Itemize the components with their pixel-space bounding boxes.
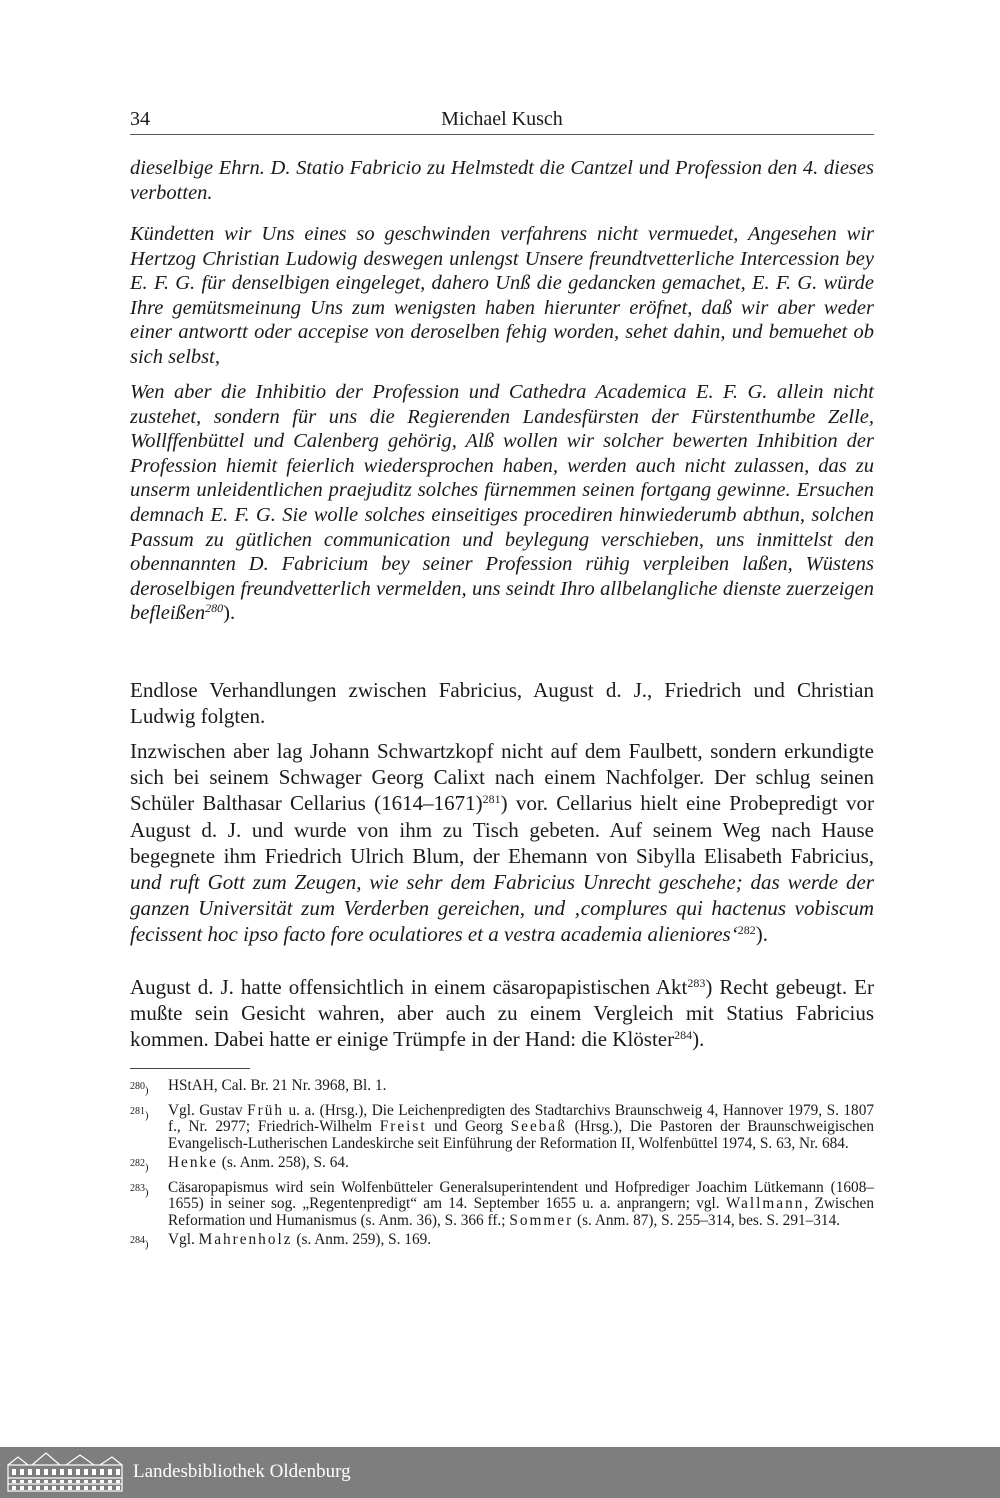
footnote-284 [130,1232,874,1254]
footnote-ref-284[interactable]: 284 [674,1028,693,1043]
page-header [130,104,874,135]
footnote-number: $^{282}$) [130,1158,149,1174]
page-number: 34 [130,108,150,130]
footnote-283 [130,1180,874,1229]
library-footer-bar [0,1447,1000,1498]
footnote-280 [130,1078,874,1100]
footnote-281 [130,1103,874,1152]
footnote-text: Vgl. Mahrenholz (s. Anm. 259), S. 169. [168,1231,432,1249]
footnote-number: $^{280}$) [130,1081,149,1097]
body-paragraph-2-text-b: ) vor. Cellarius hielt eine Probepredigt vor August d. J. und wurde von ihm zu Tisch gebeten. Auf seinem Weg nach Hause begegnete ihm Friedrich Ulrich Blum, der Ehemann von Sibylla Elisabeth Fabricius, [130,791,874,868]
footnote-text: Vgl. Gustav Früh u. a. (Hrsg.), Die Leichenpredigten des Stadtarchivs Braunschweig 4, Hannover 1979, S. 1807 f., Nr. 2977; Friedrich-Wilhelm Freist und Georg Seebaß (Hrsg.), Die Pastoren der Braunschweigischen Evangelisch-Lutherischen Landeskirche seit Einführung der Reformation II, Wolfenbüttel 1974, S. 63, Nr. 684. [168,1101,875,1152]
footnote-text: HStAH, Cal. Br. 21 Nr. 3968, Bl. 1. [168,1077,387,1094]
body-paragraph-2-italic: und ruft Gott zum Zeugen, wie sehr dem Fabricius Unrecht geschehe; das werde der ganzen Universität zum Verderben gereichen, und ‚complures qui hactenus vobiscum fecissent hoc ipso facto fore oculatiores et a vestra academia alieniores‘ [130,870,874,947]
footnote-text: Henke (s. Anm. 258), S. 64. [168,1154,349,1172]
body-paragraph-1: Endlose Verhandlungen zwischen Fabricius, August d. J., Friedrich und Christian Ludwig folgten. [130,678,874,729]
body-paragraph-3 [130,974,874,1053]
body-paragraph-2-text-c: ). [755,922,768,947]
footnote-number: $^{281}$) [130,1105,149,1122]
body-paragraph-3-text-b: ) Recht gebeugt. Er mußte sein Gesicht wahren, aber auch zu einem Vergleich mit Statius Fabricius kommen. Dabei hatte er einige Trümpfe in der Hand: die Klöster [130,975,874,1052]
body-paragraph-3-text-a: August d. J. hatte offensichtlich in einem cäsaropapistischen Akt [130,975,688,999]
footnote-number: $^{284}$) [130,1235,149,1251]
body-paragraph-2-text-a: Inzwischen aber lag Johann Schwartzkopf nicht auf dem Faulbett, sondern erkundigte sich bei seinem Schwager Georg Calixt nach einem Nachfolger. Der schlug seinen Schüler Balthasar Cellarius (1614–1671) [130,739,874,816]
footnote-ref-283[interactable]: 283 [687,976,706,990]
body-paragraph-2 [130,738,874,948]
footnote-number: $^{283}$) [130,1183,149,1199]
library-name[interactable]: Landesbibliothek Oldenburg [133,1461,351,1482]
quote-paragraph-3-text: Wen aber die Inhibitio der Profession und Cathedra Academica E. F. G. allein nicht zustehet, sondern für uns die Regierenden Landesfürsten der Fürstenthumbe Zelle, Wollffenbüttel und Calenberg gehörig, Alß wollen wir solcher bewerten Inhibition der Profession hiemit feierlich wiedersprochen haben, werden auch nicht zulassen, das zu unserm unleidentlichen praejuditz solches fürnemmen seinen fortgang gewinne. Ersuchen demnach E. F. G. Sie wolle solches einseitiges procediren hinwiederumb abthun, solchen Passum zu gütlichen communication und beylegung verschieben, uns inmittelst den obennannten D. Fabricium bey seiner Profession rühig verpleiben laßen, Wüstens deroselbigen freundvetterlich vermelden, uns seindt Ihro allbelangliche dienste zuerzeigen befleißen [130,381,874,625]
footnote-ref-280[interactable]: 280 [205,601,224,616]
footnote-text: Cäsaropapismus wird sein Wolfenbütteler Generalsuperintendent und Hofprediger Joachim Lütkemann (1608–1655) in seiner sog. „Regentenpredigt“ am 14. September 1655 u. a. anprangern; vgl. Wallmann, Zwischen Reformation und Humanismus (s. Anm. 36), S. 366 ff.; Sommer (s. Anm. 87), S. 255–314, bes. S. 291–314. [168,1179,874,1229]
quote-paragraph-2: Kündetten wir Uns eines so geschwinden verfahrens nicht vermuedet, Angesehen wir Hertzog Christian Ludowig deswegen unlengst Unsere freundtvetterliche Intercession bey E. F. G. für denselbigen eingeleget, dahero Unß die gedancken gemachet, E. F. G. würde Ihre gemütsmeinung Uns zum wenigsten haben hierunter eröfnet, daß wir aber weder einer antwortt oder accepise von deroselben fehig worden, sehet dahin, und bemuehet ob sich selbst, [130,223,874,368]
footnote-ref-282[interactable]: 282 [737,923,756,938]
footnote-ref-281[interactable]: 281 [482,792,501,807]
quote-paragraph-3-close: ). [223,602,236,625]
quote-paragraph-1: dieselbige Ehrn. D. Statio Fabricio zu Helmstedt die Cantzel und Profession den 4. dieses verbotten. [130,157,874,204]
library-building-icon[interactable] [6,1451,124,1493]
quote-paragraph-3 [130,380,874,626]
footnote-separator [130,1068,250,1069]
body-paragraph-3-text-c: ). [692,1027,705,1052]
running-title: Michael Kusch [441,108,563,130]
footnotes [130,1078,874,1257]
footnote-282 [130,1155,874,1177]
